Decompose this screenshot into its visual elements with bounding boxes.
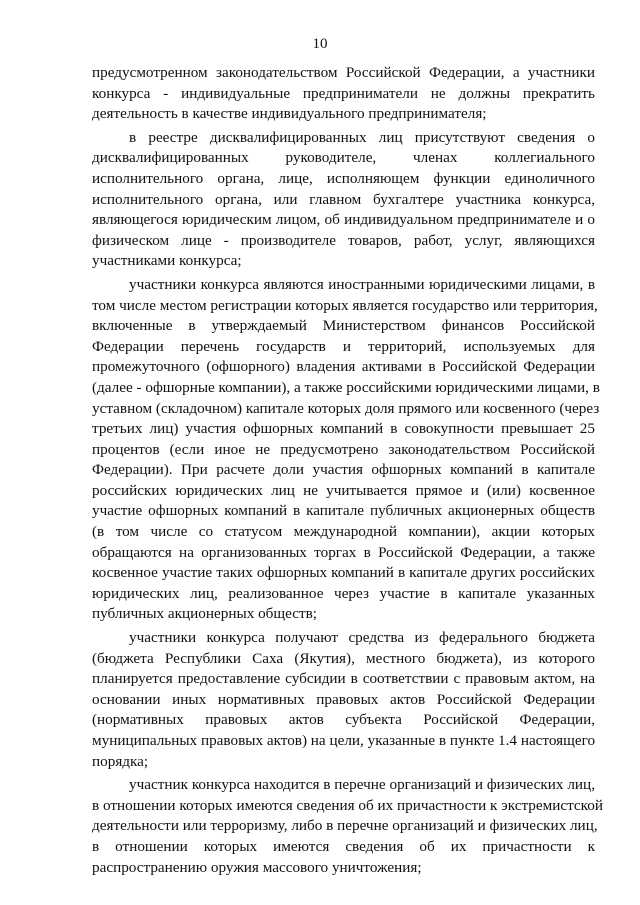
text-line: третьих лиц) участия офшорных компаний в совокупности превышает 25 [92, 420, 595, 438]
text-line: основании иных нормативных правовых актов Российской Федерации [92, 690, 595, 708]
text-line: (бюджета Республики Саха (Якутия), местного бюджета), из которого [92, 649, 595, 667]
text-line: участники конкурса являются иностранными юридическими лицами, в [129, 275, 595, 293]
text-line: исполнительного органа, лице, исполняющем функции единоличного [92, 169, 595, 187]
text-line: процентов (если иное не предусмотрено законодательством Российской [92, 440, 595, 458]
document-body [92, 63, 604, 878]
text-line: публичных акционерных обществ; [92, 605, 317, 623]
text-line: обращаются на организованных торгах в Российской Федерации, а также [92, 543, 595, 561]
text-line: участники конкурса получают средства из федерального бюджета [129, 629, 595, 647]
text-line: включенные в утверждаемый Министерством финансов Российской [92, 317, 595, 335]
text-line: физическом лице - производителе товаров, работ, услуг, являющихся [92, 231, 595, 249]
text-line: в отношении которых имеются сведения об их причастности к экстремистской [92, 796, 604, 814]
text-line: исполнительного органа, или главном бухгалтере участника конкурса, [92, 190, 595, 208]
text-line: дисквалифицированных руководителе, членах коллегиального [92, 149, 595, 167]
text-line: косвенное участие таких офшорных компаний в капитале других российских [92, 564, 595, 582]
text-line: в отношении которых имеются сведения об их причастности к [92, 837, 595, 855]
text-line: муниципальных правовых актов) на цели, указанные в пункте 1.4 настоящего [92, 732, 596, 749]
text-line: (далее - офшорные компании), а также российскими юридическими лицами, в [92, 378, 600, 396]
text-line: Федерации). При расчете доли участия офшорных компаний в капитале [92, 461, 595, 479]
text-line: деятельности или терроризму, либо в перечне организаций и физических лиц, [92, 817, 598, 835]
text-line: (нормативных правовых актов субъекта Российской Федерации, [92, 711, 595, 729]
paragraph [92, 275, 600, 625]
text-line: уставном (складочном) капитале которых доля прямого или косвенного (через [92, 399, 600, 417]
text-line: распространению оружия массового уничтожения; [92, 858, 422, 876]
text-line: юридических лиц, реализованное через участие в капитале указанных [92, 584, 595, 602]
text-line: в реестре дисквалифицированных лиц присутствуют сведения о [129, 128, 595, 146]
text-line: являющегося юридическим лицом, об индивидуальном предпринимателе и о [92, 211, 595, 229]
paragraph [92, 63, 595, 125]
text-line: конкурса - индивидуальные предприниматели не должны прекратить [92, 84, 595, 102]
text-line: том числе местом регистрации которых является государство или территория, [92, 296, 598, 314]
text-line: планируется предоставление субсидии в соответствии с правовым актом, на [92, 670, 595, 688]
text-line: деятельность в качестве индивидуального предпринимателя; [92, 105, 487, 123]
text-line: участник конкурса находится в перечне организаций и физических лиц, [129, 776, 595, 794]
text-line: предусмотренном законодательством Российской Федерации, а участники [92, 64, 595, 81]
text-line: промежуточного (офшорного) владения активами в Российской Федерации [92, 358, 595, 376]
paragraph [92, 128, 595, 272]
text-line: порядка; [92, 752, 149, 770]
paragraph [92, 775, 604, 878]
text-line: Федерации перечень государств и территорий, используемых для [92, 337, 595, 355]
paragraph [92, 628, 595, 772]
text-line: участие офшорных компаний в капитале публичных акционерных обществ [92, 502, 595, 520]
text-line: (в том числе со статусом международной компании), акции которых [92, 523, 595, 541]
text-line: участниками конкурса; [92, 252, 242, 270]
text-line: российских юридических лиц не учитывается прямое и (или) косвенное [92, 481, 595, 499]
page-number: 10 [312, 36, 328, 52]
